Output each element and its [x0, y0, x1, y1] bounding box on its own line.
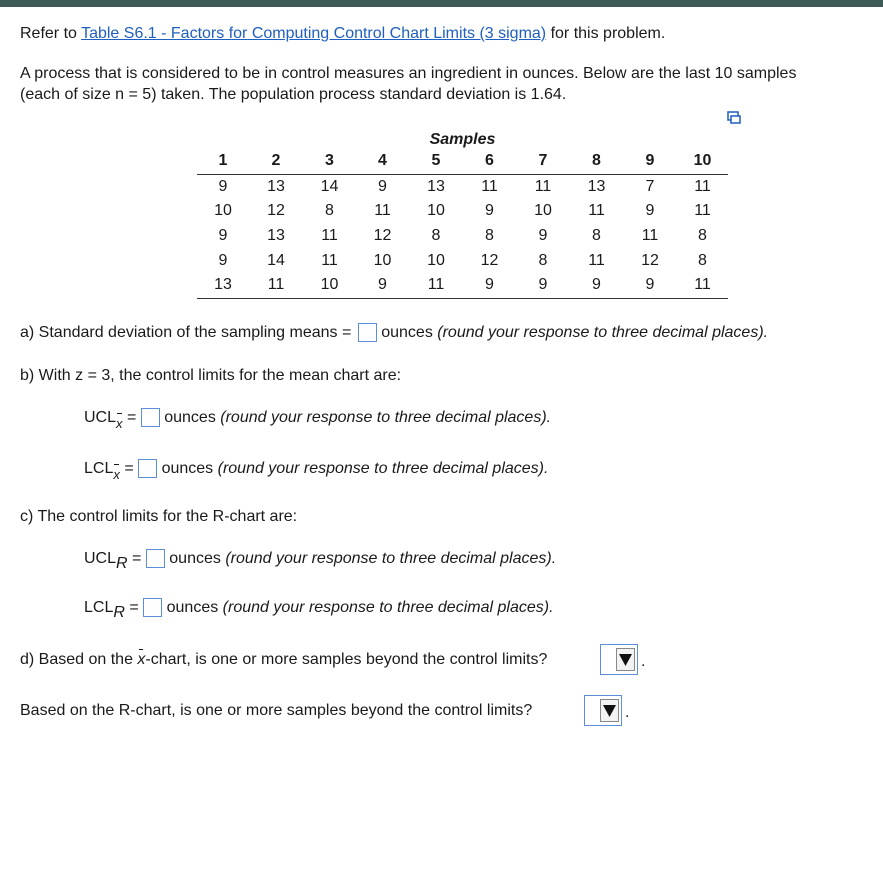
ucl-r-label: UCLR	[84, 550, 128, 572]
table-cell: 10	[427, 251, 445, 269]
table-cell: 11	[374, 202, 391, 220]
table-cell: 10	[214, 202, 232, 220]
lcl-x-row: LCLx = ounces (round your response to three decimal places).	[84, 459, 548, 479]
lcl-r-input[interactable]	[143, 598, 162, 617]
table-cell: 11	[481, 177, 498, 195]
dropdown-button[interactable]	[600, 699, 619, 722]
ucl-x-label: UCLx	[84, 409, 123, 426]
table-row	[197, 174, 728, 199]
table-cell: 9	[218, 227, 228, 245]
column-header-10: 10	[677, 149, 728, 174]
table-cell: 8	[485, 227, 494, 245]
table-cell: 11	[321, 251, 338, 269]
column-header-9: 9	[623, 149, 677, 174]
refer-line	[20, 24, 665, 44]
table-cell: 11	[409, 273, 463, 298]
lcl-x-input[interactable]	[138, 459, 157, 478]
part-d-period-2: .	[625, 704, 630, 721]
table-cell: 13	[427, 177, 445, 195]
table-cell: 12	[267, 202, 285, 220]
ucl-r-input[interactable]	[146, 549, 165, 568]
xbar-chart-answer-dropdown[interactable]	[600, 644, 638, 675]
part-d-question-1: d) Based on the x-chart, is one or more samples beyond the control limits?	[20, 651, 548, 668]
table-header-row	[197, 149, 728, 174]
triangle-down-icon	[619, 654, 632, 666]
column-header-3: 3	[303, 149, 356, 174]
table-cell: 13	[197, 273, 249, 298]
part-a-unit: ounces	[381, 324, 433, 341]
table-cell: 9	[570, 273, 623, 298]
table-cell: 8	[698, 227, 707, 245]
part-c-label: c) The control limits for the R-chart are:	[20, 508, 298, 525]
table-cell: 11	[641, 227, 659, 245]
column-header-7: 7	[516, 149, 570, 174]
table-cell: 9	[218, 177, 228, 195]
column-header-6: 6	[463, 149, 516, 174]
table-cell: 8	[325, 202, 334, 220]
r-chart-answer-dropdown[interactable]	[584, 695, 622, 726]
table-cell: 12	[373, 227, 392, 245]
part-d-period-1: .	[641, 653, 646, 670]
table-row	[197, 224, 728, 249]
column-header-2: 2	[249, 149, 303, 174]
triangle-down-icon	[603, 705, 616, 717]
table-cell: 10	[427, 202, 445, 220]
table-cell: 11	[677, 273, 728, 298]
ucl-x-row: UCLx = ounces (round your response to three decimal places).	[84, 408, 551, 428]
table-cell: 11	[694, 202, 711, 220]
column-header-4: 4	[356, 149, 409, 174]
table-row	[197, 199, 728, 224]
table-cell: 11	[321, 227, 338, 245]
table-row	[197, 273, 728, 298]
table-cell: 11	[694, 177, 711, 195]
table-cell: 9	[538, 227, 548, 245]
table-cell: 9	[645, 202, 655, 220]
table-cell: 9	[516, 273, 570, 298]
lcl-r-row: LCLR = ounces (round your response to three decimal places).	[84, 599, 554, 621]
table-cell: 9	[485, 202, 494, 220]
part-b-label: b) With z = 3, the control limits for the mean chart are:	[20, 367, 402, 384]
refer-prefix: Refer to	[20, 25, 82, 42]
table-cell: 8	[698, 251, 707, 269]
table-cell: 14	[267, 251, 285, 269]
lcl-x-label: LCLx	[84, 460, 120, 477]
top-bar	[0, 0, 883, 7]
table-cell: 10	[534, 202, 552, 220]
table-cell: 9	[463, 273, 516, 298]
table-cell: 12	[641, 251, 659, 269]
table-cell: 13	[587, 177, 606, 195]
table-cell: 10	[373, 251, 392, 269]
part-d-question-2: Based on the R-chart, is one or more samples beyond the control limits?	[20, 702, 533, 719]
table-cell: 13	[267, 177, 285, 195]
table-cell: 14	[320, 177, 339, 195]
table-cell: 8	[538, 251, 548, 269]
table-cell: 11	[588, 202, 605, 220]
ucl-r-row: UCLR = ounces (round your response to three decimal places).	[84, 550, 557, 572]
table-row	[197, 248, 728, 273]
part-a-line	[20, 323, 768, 343]
table-cell: 13	[267, 227, 285, 245]
table-s6-1-link[interactable]: Table S6.1 - Factors for Computing Control Chart Limits (3 sigma)	[81, 25, 547, 42]
table-cell: 9	[623, 273, 677, 298]
samples-table	[197, 131, 728, 299]
ucl-x-input[interactable]	[141, 408, 160, 427]
copy-icon[interactable]	[727, 111, 741, 125]
problem-text-line-2: (each of size n = 5) taken. The population process standard deviation is 1.64.	[20, 86, 567, 103]
table-cell: 8	[592, 227, 601, 245]
table-cell: 9	[356, 273, 409, 298]
std-dev-input[interactable]	[358, 323, 377, 342]
table-cell: 10	[303, 273, 356, 298]
column-header-1: 1	[197, 149, 249, 174]
refer-suffix: for this problem.	[546, 25, 666, 42]
column-header-5: 5	[409, 149, 463, 174]
lcl-r-label: LCLR	[84, 599, 125, 621]
table-cell: 8	[431, 227, 441, 245]
table-body	[197, 174, 728, 298]
table-cell: 11	[534, 177, 552, 195]
problem-text-line-1: A process that is considered to be in control measures an ingredient in ounces. Below are the last 10 samples	[20, 65, 797, 82]
table-cell: 11	[249, 273, 303, 298]
part-a-label: a) Standard deviation of the sampling means =	[20, 324, 352, 341]
table-cell: 11	[588, 251, 605, 269]
samples-title: Samples	[429, 131, 496, 148]
part-a-hint: (round your response to three decimal places).	[437, 324, 769, 341]
table-cell: 9	[378, 177, 387, 195]
table-cell: 12	[480, 251, 499, 269]
table-cell: 7	[645, 177, 655, 195]
table-cell: 9	[218, 251, 228, 269]
column-header-8: 8	[570, 149, 623, 174]
dropdown-button[interactable]	[616, 648, 635, 671]
